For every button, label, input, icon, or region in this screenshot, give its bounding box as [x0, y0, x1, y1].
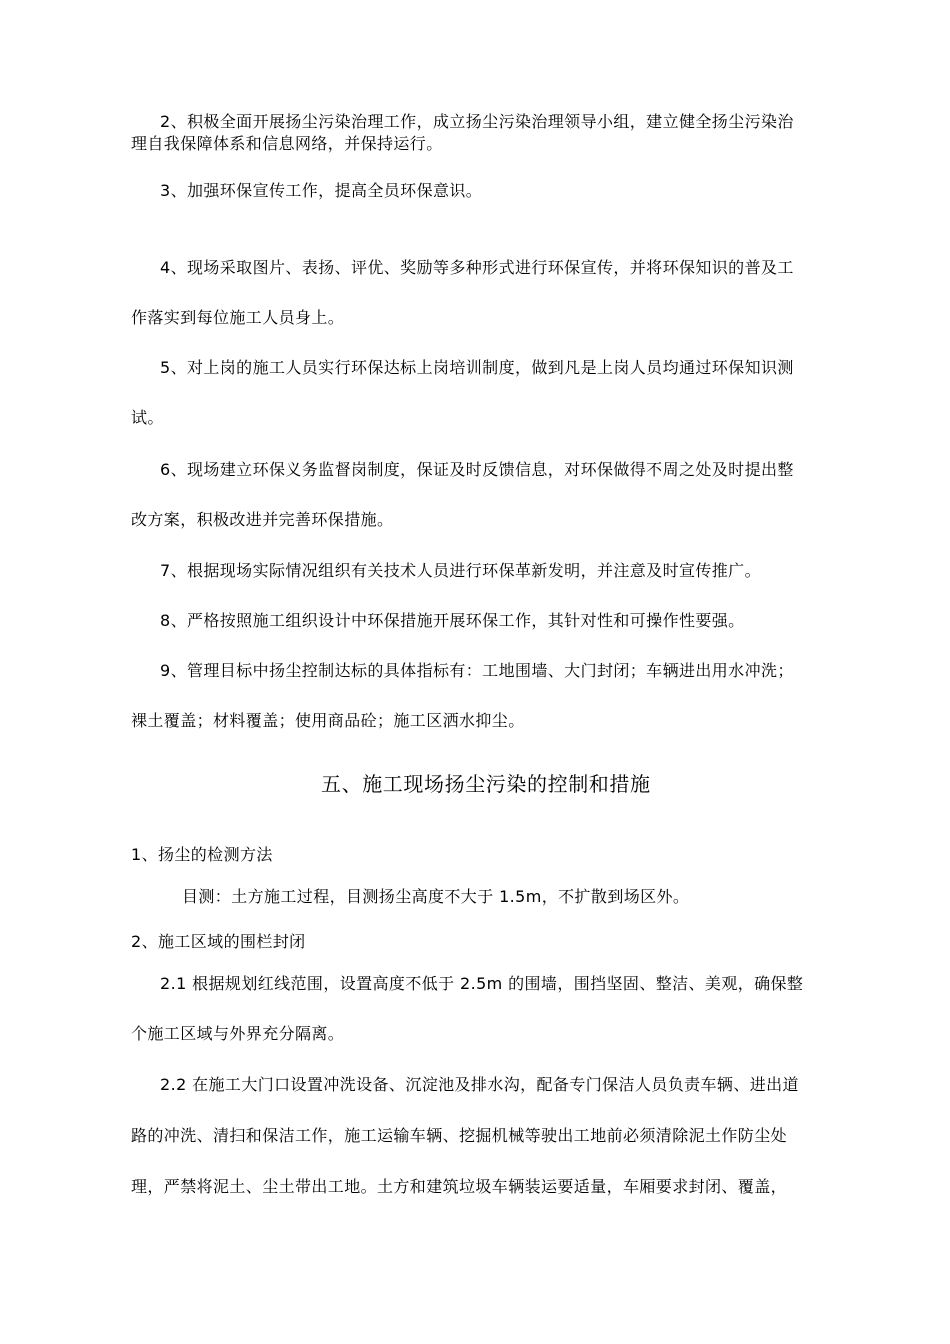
- paragraph-line: 3、加强环保宣传工作，提高全员环保意识。: [160, 181, 483, 200]
- paragraph-line: 作落实到每位施工人员身上。: [131, 308, 345, 327]
- paragraph-line: 路的冲洗、清扫和保洁工作，施工运输车辆、挖掘机械等驶出工地前必须清除泥土作防尘处: [131, 1126, 788, 1145]
- paragraph-line: 2、积极全面开展扬尘污染治理工作，成立扬尘污染治理领导小组，建立健全扬尘污染治: [160, 112, 794, 131]
- paragraph-line: 目测：土方施工过程，目测扬尘高度不大于 1.5m，不扩散到场区外。: [182, 887, 690, 906]
- paragraph-line: 4、现场采取图片、表扬、评优、奖励等多种形式进行环保宣传，并将环保知识的普及工: [160, 258, 794, 277]
- paragraph-line: 个施工区域与外界充分隔离。: [131, 1024, 345, 1043]
- paragraph-line: 9、管理目标中扬尘控制达标的具体指标有：工地围墙、大门封闭；车辆进出用水冲洗；: [160, 661, 794, 680]
- paragraph-line: 理，严禁将泥土、尘土带出工地。土方和建筑垃圾车辆装运要适量，车厢要求封闭、覆盖，: [131, 1177, 788, 1196]
- subsection-title: 1、扬尘的检测方法: [131, 845, 273, 864]
- paragraph-line: 试。: [131, 408, 164, 427]
- paragraph-line: 5、对上岗的施工人员实行环保达标上岗培训制度，做到凡是上岗人员均通过环保知识测: [160, 358, 794, 377]
- paragraph-line: 裸土覆盖；材料覆盖；使用商品砼；施工区洒水抑尘。: [131, 711, 525, 730]
- paragraph-line: 理自我保障体系和信息网络，并保持运行。: [131, 134, 443, 153]
- section-heading: 五、施工现场扬尘污染的控制和措施: [321, 772, 651, 796]
- paragraph-line: 8、严格按照施工组织设计中环保措施开展环保工作，其针对性和可操作性要强。: [160, 611, 745, 630]
- paragraph-line: 2.2 在施工大门口设置冲洗设备、沉淀池及排水沟，配备专门保洁人员负责车辆、进出道: [160, 1075, 799, 1094]
- subsection-title: 2、施工区域的围栏封闭: [131, 932, 306, 951]
- paragraph-line: 7、根据现场实际情况组织有关技术人员进行环保革新发明，并注意及时宣传推广。: [160, 561, 761, 580]
- paragraph-line: 6、现场建立环保义务监督岗制度，保证及时反馈信息，对环保做得不周之处及时提出整: [160, 460, 794, 479]
- paragraph-line: 2.1 根据规划红线范围，设置高度不低于 2.5m 的围墙，围挡坚固、整洁、美观，确保整: [160, 974, 804, 993]
- paragraph-line: 改方案，积极改进并完善环保措施。: [131, 510, 394, 529]
